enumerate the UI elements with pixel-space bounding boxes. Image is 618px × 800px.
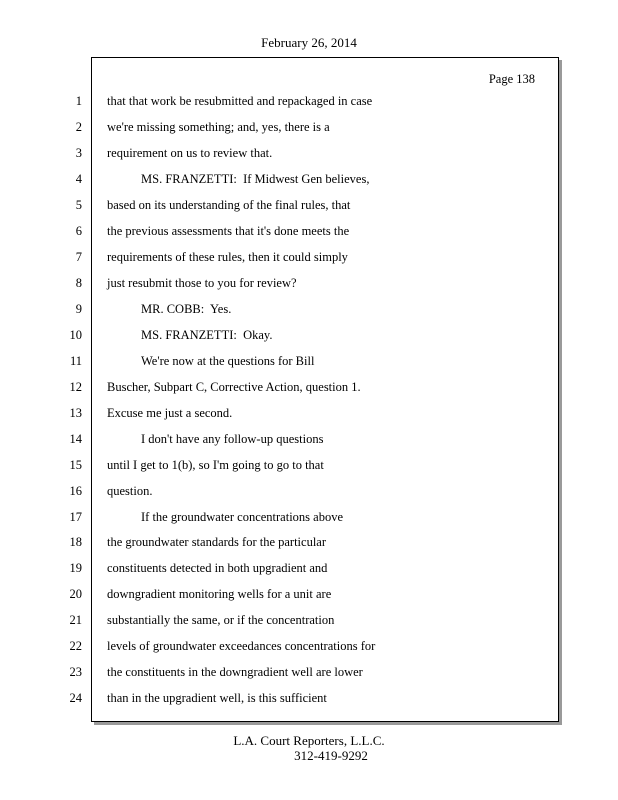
line-number: 7: [75, 250, 82, 264]
transcript-line: I don't have any follow-up questions: [141, 432, 324, 446]
transcript-line: Buscher, Subpart C, Corrective Action, question 1.: [107, 380, 361, 394]
line-number: 10: [69, 328, 82, 342]
line-number: 4: [75, 172, 82, 186]
line-number: 22: [69, 639, 82, 653]
transcript-line: requirement on us to review that.: [107, 146, 273, 160]
reporter-company: L.A. Court Reporters, L.L.C.: [233, 733, 385, 748]
line-number: 24: [69, 691, 82, 705]
line-number: 6: [75, 224, 82, 238]
line-number: 9: [75, 302, 82, 316]
line-number: 3: [75, 146, 82, 160]
transcript-line: we're missing something; and, yes, there is a: [107, 120, 330, 134]
line-number: 21: [69, 613, 82, 627]
transcript-line: substantially the same, or if the concentration: [107, 613, 335, 627]
transcript-line: constituents detected in both upgradient and: [107, 561, 328, 575]
line-number: 12: [69, 380, 82, 394]
line-number: 13: [69, 406, 82, 420]
transcript-line: MR. COBB: Yes.: [141, 302, 232, 316]
transcript-line: until I get to 1(b), so I'm going to go to that: [107, 458, 324, 472]
line-number: 19: [69, 561, 82, 575]
line-number: 11: [69, 354, 82, 368]
line-number: 23: [69, 665, 82, 679]
footer: [0, 733, 618, 763]
transcript-line: downgradient monitoring wells for a unit are: [107, 587, 332, 601]
transcript-line: We're now at the questions for Bill: [141, 354, 315, 368]
line-number: 2: [75, 120, 82, 134]
transcript-line: Excuse me just a second.: [107, 406, 233, 420]
transcript-line: the previous assessments that it's done meets the: [107, 224, 350, 238]
transcript-line: the constituents in the downgradient well are lower: [107, 665, 363, 679]
line-number: 5: [75, 198, 82, 212]
transcript-line: question.: [107, 484, 153, 498]
line-number: 1: [75, 94, 82, 108]
line-number: 20: [69, 587, 82, 601]
transcript-line: than in the upgradient well, is this sufficient: [107, 691, 327, 705]
reporter-phone: 312-419-9292: [294, 748, 368, 763]
transcript-line: MS. FRANZETTI: Okay.: [141, 328, 273, 342]
transcript-line: levels of groundwater exceedances concentrations for: [107, 639, 376, 653]
transcript-line: that that work be resubmitted and repackaged in case: [107, 94, 373, 108]
transcript-line: based on its understanding of the final rules, that: [107, 198, 351, 212]
line-number: 17: [69, 510, 82, 524]
transcript-line: requirements of these rules, then it could simply: [107, 250, 348, 264]
line-number: 18: [69, 535, 82, 549]
line-number: 14: [69, 432, 82, 446]
transcript-line: the groundwater standards for the particular: [107, 535, 327, 549]
line-number: 8: [75, 276, 82, 290]
transcript-date: February 26, 2014: [261, 35, 357, 50]
line-number: 15: [69, 458, 82, 472]
transcript-line: MS. FRANZETTI: If Midwest Gen believes,: [141, 172, 370, 186]
page-number: Page 138: [488, 72, 535, 86]
line-number: 16: [69, 484, 82, 498]
transcript-line: If the groundwater concentrations above: [141, 510, 344, 524]
transcript-line: just resubmit those to you for review?: [107, 276, 297, 290]
